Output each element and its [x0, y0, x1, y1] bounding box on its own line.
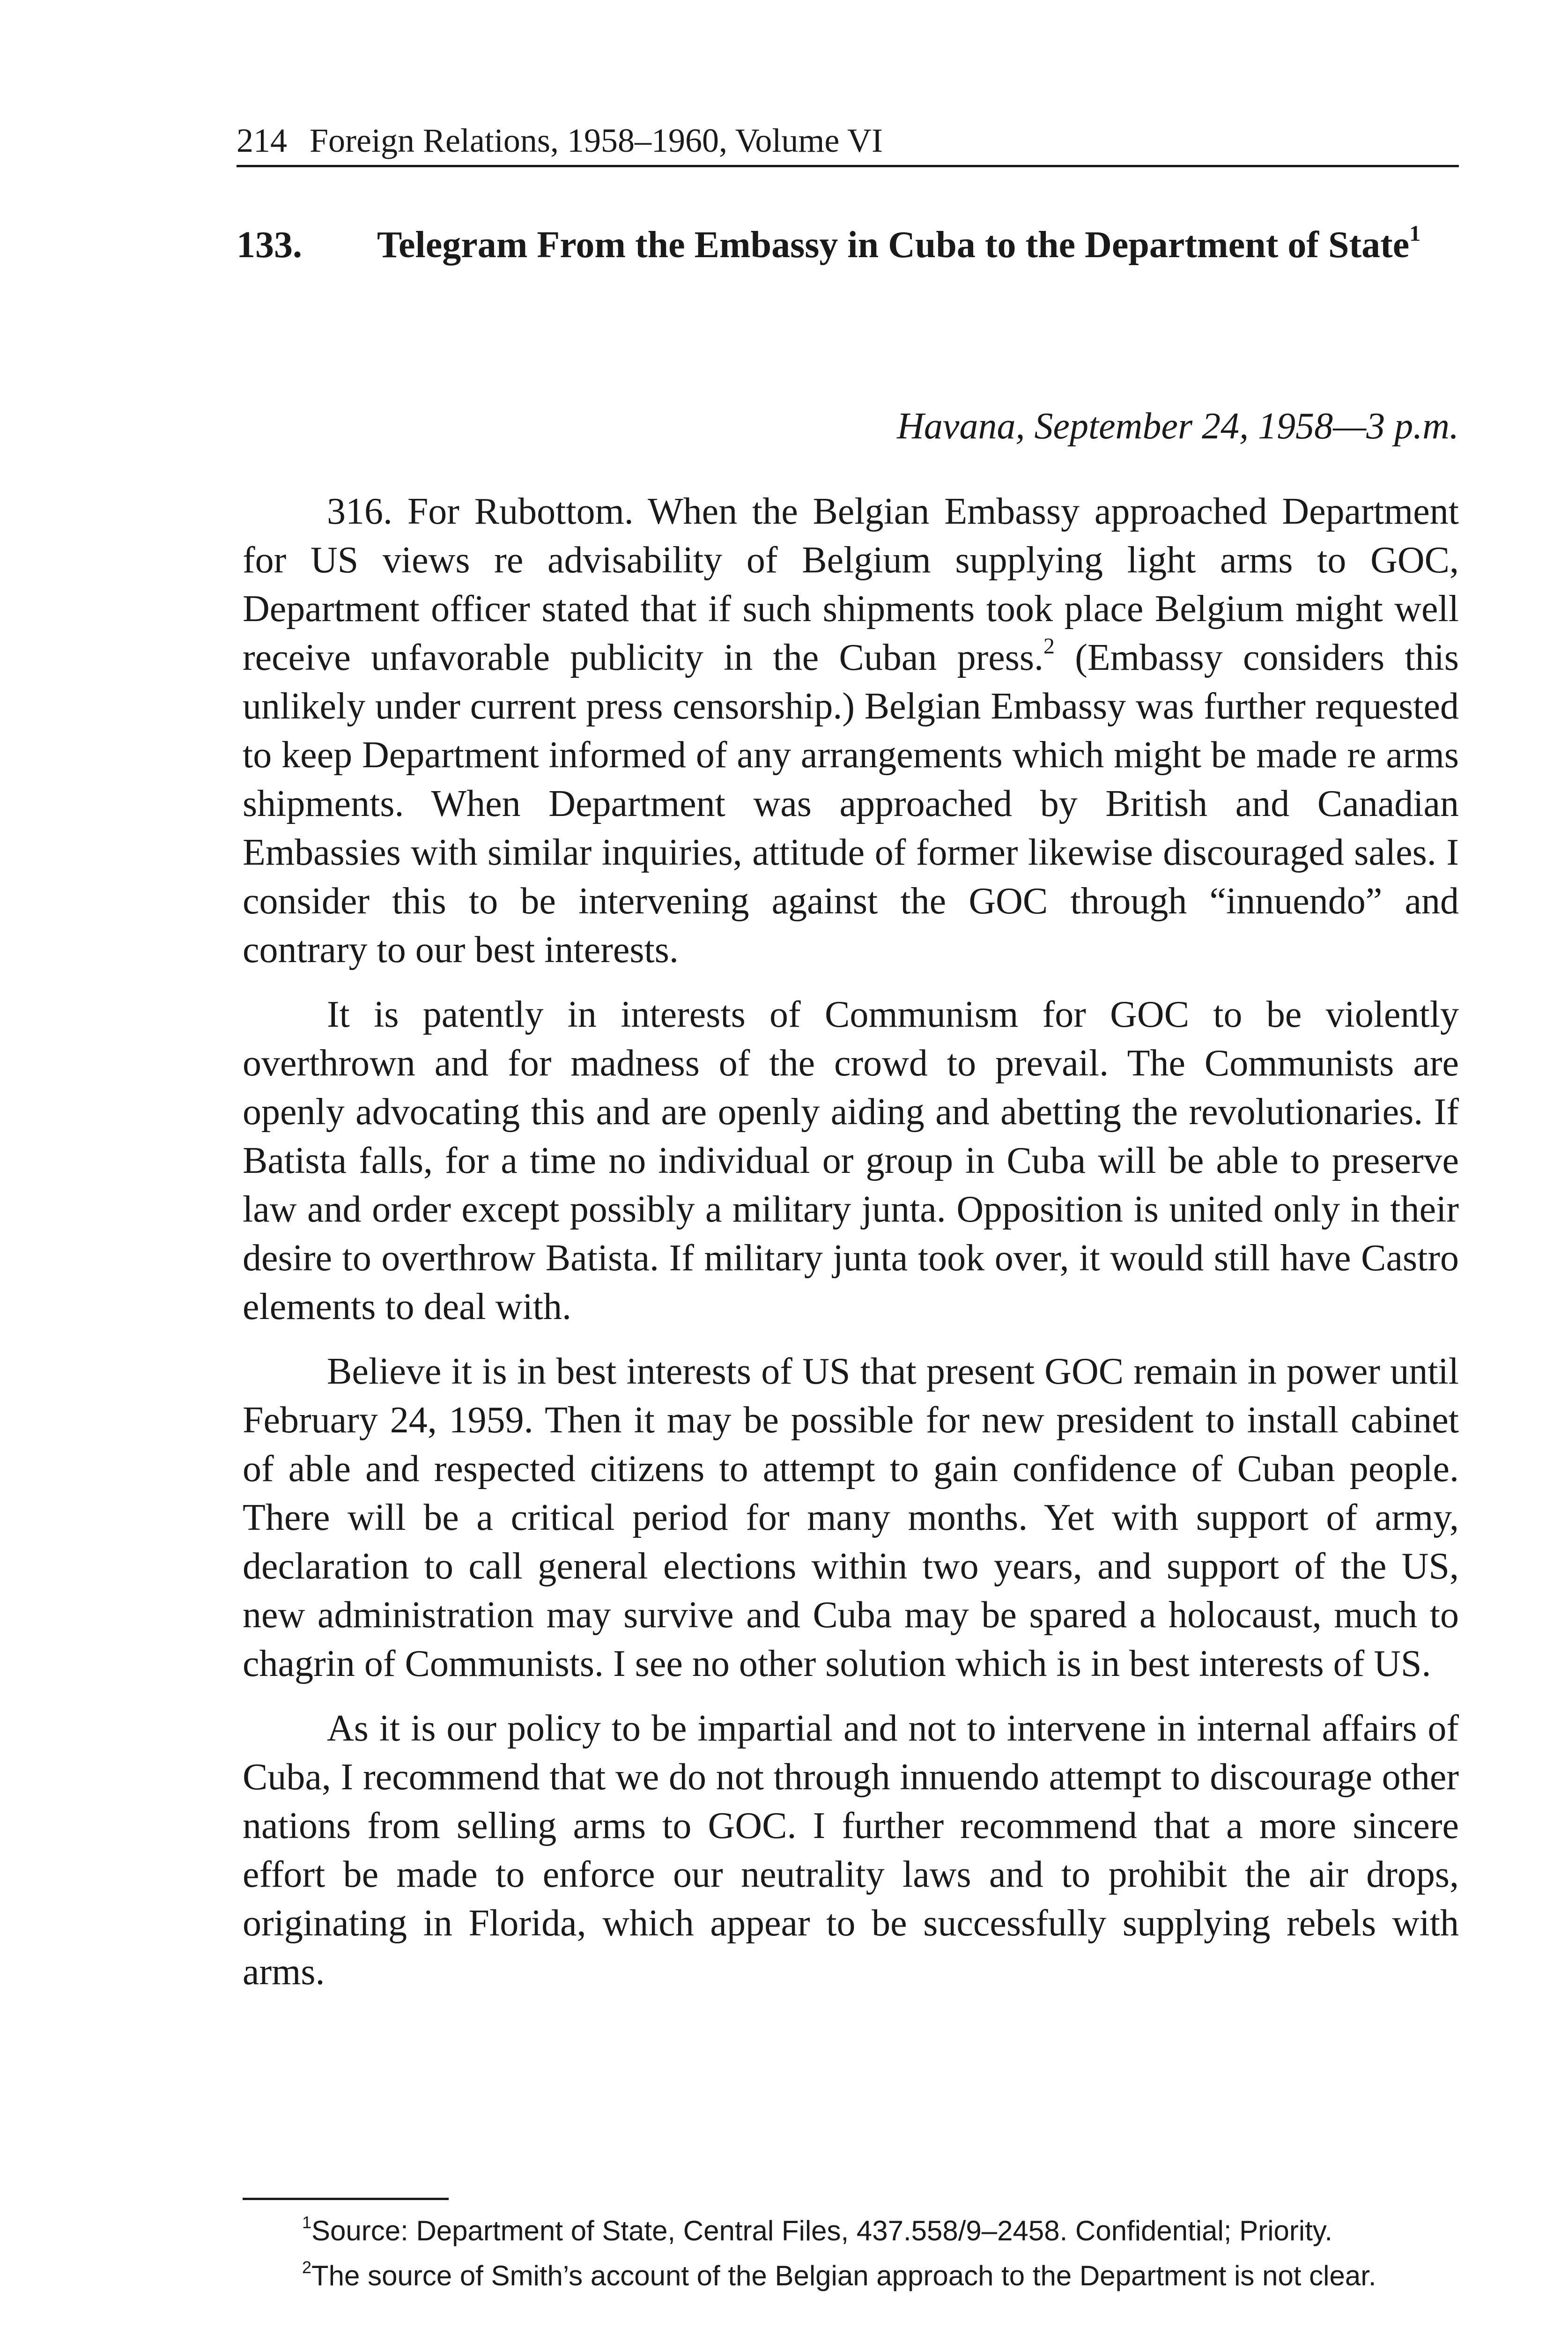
page-number: 214 — [237, 122, 287, 159]
paragraph-3: Believe it is in best interests of US that present GOC remain in power until February 24, 1959. Then it may be possible for new president to install cabinet of able and respected citizens to attempt to gain confidence of Cuban people. There will be a critical period for many months. Yet with support of army, declaration to call general elections within two years, and support of the US, new administration may survive and Cuba may be spared a holocaust, much to chagrin of Communists. I see no other solution which is in best interests of US. — [243, 1351, 1459, 1684]
footnote-1-text: Source: Department of State, Central Files, 437.558/9–2458. Confidential; Priority. — [311, 2215, 1333, 2246]
header-rule — [237, 165, 1459, 167]
paragraph-4: As it is our policy to be impartial and not to intervene in internal affairs of Cuba, I recommend that we do not through innuendo attempt to discourage other nations from selling arms to GOC. I further recommend that a more sincere effort be made to enforce our neutrality laws and to prohibit the air drops, originating in Florida, which appear to be successfully supplying rebels with arms. — [243, 1708, 1459, 1993]
title-footnote-marker: 1 — [1409, 221, 1421, 246]
footnote-1 — [237, 2211, 1459, 2251]
footnote-marker-2: 2 — [1043, 634, 1055, 659]
footnote-rule — [243, 2198, 449, 2200]
document-title-line — [377, 220, 1445, 270]
footnote-2-text: The source of Smith’s account of the Belgian approach to the Department is not clear. — [311, 2260, 1376, 2291]
footnote-1-marker: 1 — [302, 2212, 312, 2232]
paragraph-1 — [243, 487, 1459, 974]
footnote-2-marker: 2 — [302, 2257, 312, 2277]
series-title: Foreign Relations, 1958–1960, Volume VI — [310, 122, 883, 159]
document-number: 133. — [237, 224, 302, 266]
document-heading — [237, 220, 1459, 270]
telegram-body — [243, 487, 1459, 2012]
running-head — [237, 119, 1459, 162]
footnotes — [237, 2211, 1459, 2301]
footnote-2 — [237, 2256, 1459, 2296]
document-title: Telegram From the Embassy in Cuba to the Department of State — [377, 224, 1410, 266]
paragraph-1-text-b: (Embassy considers this unlikely under current press censorship.) Belgian Embassy was further requested to keep Department informed of any arrangements which might be made re arms shipments. When Department was approached by British and Canadian Embassies with similar inquiries, attitude of former likewise discouraged sales. I consider this to be intervening against the GOC through “innuendo” and contrary to our best interests. — [243, 637, 1459, 971]
paragraph-2: It is patently in interests of Communism for GOC to be violently overthrown and for madness of the crowd to prevail. The Communists are openly advocating this and are openly aiding and abetting the revolutionaries. If Batista falls, for a time no individual or group in Cuba will be able to preserve law and order except possibly a military junta. Opposition is united only in their desire to overthrow Batista. If military junta took over, it would still have Castro elements to deal with. — [243, 994, 1459, 1327]
paragraph-1-text-a: 316. For Rubottom. When the Belgian Embassy approached Department for US views re advisability of Belgium supplying light arms to GOC, Department officer stated that if such shipments took place Belgium might well receive unfavorable publicity in the Cuban press. — [243, 491, 1459, 678]
place-date-line: Havana, September 24, 1958—3 p.m. — [897, 406, 1459, 447]
